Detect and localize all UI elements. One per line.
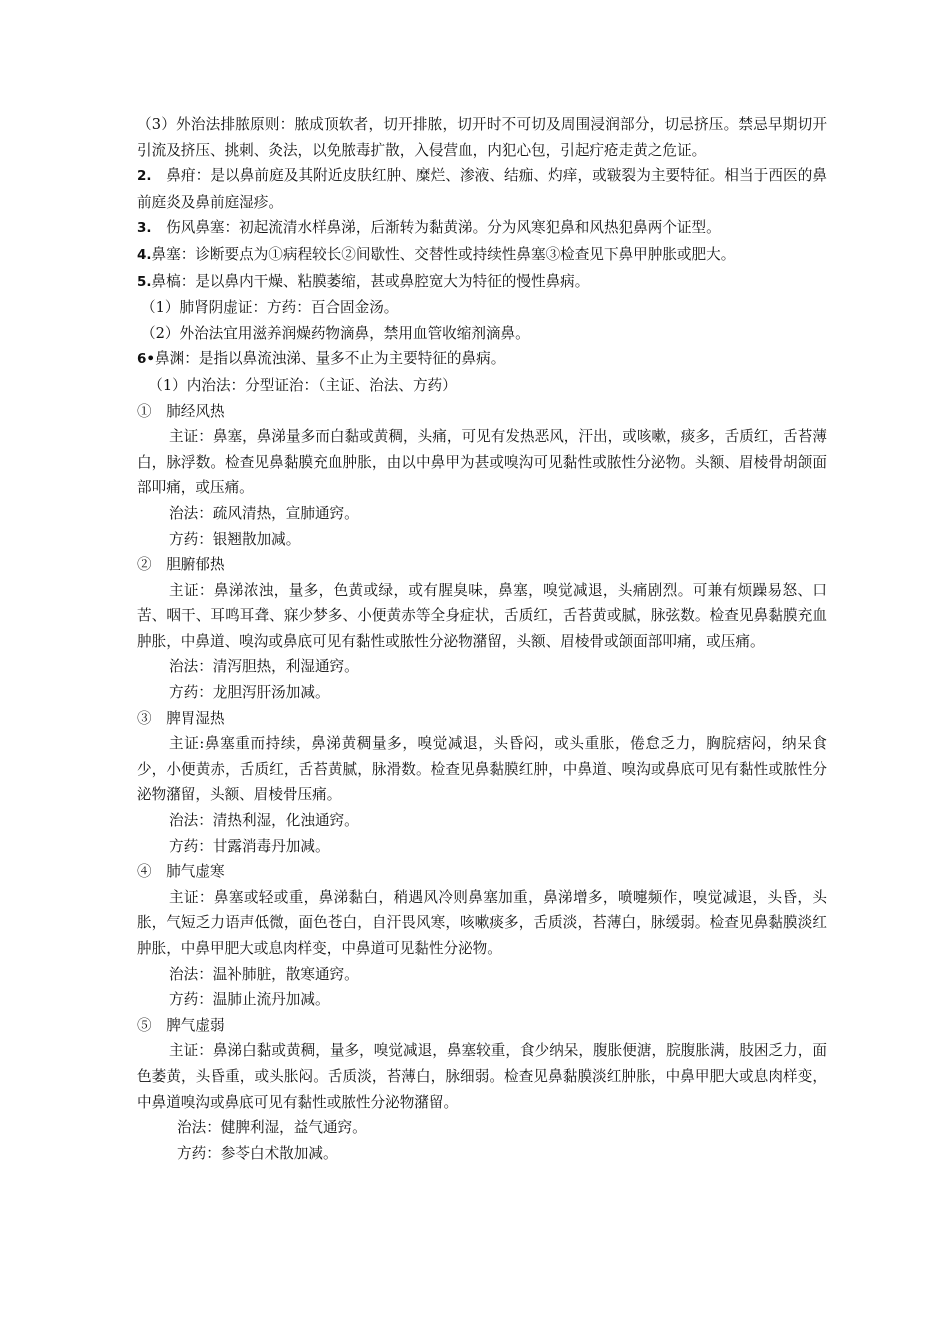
paragraph: 治法：温补肺脏，散寒通窍。 [169, 965, 359, 983]
paragraph: 5.鼻槁：是以鼻内干燥、粘膜萎缩，甚或鼻腔宽大为特征的慢性鼻病。 [137, 272, 590, 290]
paragraph: 方药：银翘散加减。 [169, 530, 301, 548]
paragraph: 主证：鼻塞，鼻涕量多而白黏或黄稠，头痛，可见有发热恶风，汗出，或咳嗽，痰多，舌质红，舌苔薄白，脉浮数。检查见鼻黏膜充血肿胀，由以中鼻甲为甚或嗅沟可见黏性或脓性分泌物。头额、眉棱骨胡颌面部叩痛，或压痛。 [137, 428, 827, 497]
paragraph: 3. 伤风鼻塞：初起流清水样鼻涕，后渐转为黏黄涕。分为风寒犯鼻和风热犯鼻两个证型。 [137, 219, 721, 237]
paragraph: 主证：鼻涕白黏或黄稠，量多，嗅觉减退，鼻塞较重，食少纳呆，腹胀便溏，脘腹胀满，肢困乏力，面色萎黄，头昏重，或头胀闷。舌质淡，苔薄白，脉细弱。检查见鼻黏膜淡红肿胀，中鼻甲肥大或息肉样变，中鼻道嗅沟或鼻底可见有黏性或脓性分泌物潴留。 [137, 1042, 827, 1111]
paragraph: 4.鼻塞：诊断要点为①病程较长②间歇性、交替性或持续性鼻塞③检查见下鼻甲肿胀或肥大。 [137, 245, 736, 263]
paragraph: 治法：疏风清热，宣肺通窍。 [169, 504, 359, 522]
paragraph: （2）外治法宜用滋养润燥药物滴鼻，禁用血管收缩剂滴鼻。 [141, 324, 530, 342]
paragraph: 方药：参苓白术散加减。 [177, 1144, 338, 1162]
paragraph: 治法：清热利湿，化浊通窍。 [169, 812, 359, 830]
paragraph: 方药：甘露消毒丹加减。 [169, 837, 330, 855]
paragraph: （1）内治法：分型证治：（主证、治法、方药） [141, 376, 457, 394]
section-heading: ③ 脾胃湿热 [137, 709, 225, 727]
paragraph: 主证:鼻塞重而持续，鼻涕黄稠量多，嗅觉减退，头昏闷，或头重胀，倦怠乏力，胸脘痞闷，纳呆食少，小便黄赤，舌质红，舌苔黄腻，脉滑数。检查见鼻黏膜红肿，中鼻道、嗅沟或鼻底可见有黏性或脓性分泌物潴留，头额、眉棱骨压痛。 [137, 735, 827, 804]
section-heading: ⑤ 脾气虚弱 [137, 1016, 225, 1034]
paragraph: （1）肺肾阴虚证：方药：百合固金汤。 [141, 299, 399, 317]
paragraph: 主证：鼻涕浓浊，量多，色黄或绿，或有腥臭味，鼻塞，嗅觉减退，头痛剧烈。可兼有烦躁易怒、口苦、咽干、耳鸣耳聋、寐少梦多、小便黄赤等全身症状，舌质红，舌苔黄或腻，脉弦数。检查见鼻黏膜充血肿胀，中鼻道、嗅沟或鼻底可见有黏性或脓性分泌物潴留，头额、眉棱骨或颌面部叩痛，或压痛。 [137, 581, 827, 650]
paragraph: 2. 鼻疳：是以鼻前庭及其附近皮肤红肿、糜烂、渗液、结痂、灼痒，或皲裂为主要特征。相当于西医的鼻前庭炎及鼻前庭湿疹。 [137, 167, 827, 211]
paragraph: 方药：龙胆泻肝汤加减。 [169, 684, 330, 702]
paragraph: 主证：鼻塞或轻或重，鼻涕黏白，稍遇风冷则鼻塞加重，鼻涕增多，喷嚏频作，嗅觉减退，头昏，头胀，气短乏力语声低微，面色苍白，自汗畏风寒，咳嗽痰多，舌质淡，苔薄白，脉缓弱。检查见鼻黏膜淡红肿胀，中鼻甲肥大或息肉样变，中鼻道可见黏性分泌物。 [137, 888, 827, 957]
section-heading: ① 肺经风热 [137, 402, 225, 420]
section-heading: ④ 肺气虚寒 [137, 863, 225, 881]
section-heading: ② 胆腑郁热 [137, 556, 225, 574]
document-body [137, 112, 827, 1166]
paragraph: 方药：温肺止流丹加减。 [169, 991, 330, 1009]
paragraph: 治法：健脾利湿，益气通窍。 [177, 1119, 367, 1137]
paragraph: 6•鼻渊：是指以鼻流浊涕、量多不止为主要特征的鼻病。 [137, 350, 506, 368]
paragraph: 治法：清泻胆热，利湿通窍。 [169, 658, 359, 676]
paragraph: （3）外治法排脓原则：脓成顶软者，切开排脓，切开时不可切及周围浸润部分，切忌挤压。禁忌早期切开引流及挤压、挑刺、灸法，以免脓毒扩散，入侵营血，内犯心包，引起疔疮走黄之危证。 [137, 116, 827, 159]
